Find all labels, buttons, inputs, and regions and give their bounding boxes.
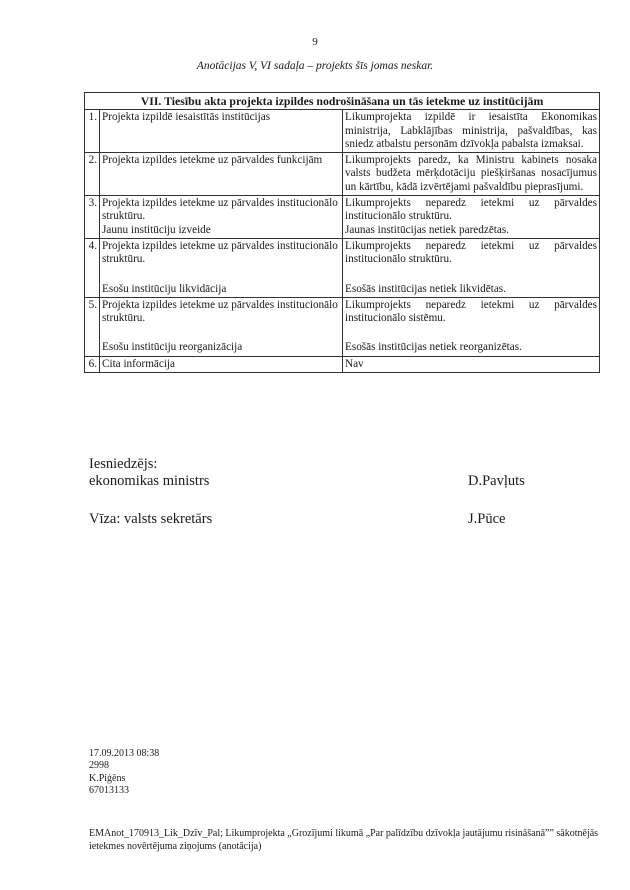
submitter-block [89,456,209,490]
row-label [100,356,343,372]
row-value-text: Likumprojekta izpildē ir iesaistīta Ekonomikas ministrija, Labklājības ministrija, pašvaldības, kas sniedz atbalstu personām dzīvokļa pabalsta izmaksai. [345,111,597,150]
row-number: 1. [85,110,100,153]
table-row [85,110,600,153]
table-row [85,297,600,356]
row-number: 3. [85,196,100,239]
meta-word-count: 2998 [89,760,109,772]
row-value-text: Nav [345,357,364,370]
institutions-table [84,92,600,373]
row-label [100,110,343,153]
table-row [85,356,600,372]
row-value [343,238,600,297]
row-value [343,196,600,239]
table-row [85,153,600,196]
document-footer: EMAnot_170913_Lik_Dzīv_Pal; Likumprojekta „Grozījumi likumā „Par palīdzību dzīvokļa jautājumu risināšanā”” sākotnējās ietekmes novērtējuma ziņojums (anotācija) [89,828,599,852]
meta-datetime: 17.09.2013 08:38 [89,748,160,759]
row-label-text: Projekta izpildes ietekme uz pārvaldes institucionālo struktūru. [102,197,338,223]
row-value-text: Likumprojekts paredz, ka Ministru kabinets nosaka valsts budžeta mērķdotāciju piešķiršanas nosacījumus un kārtību, kādā izvērtējami pašvaldību pieprasījumi. [345,154,597,193]
row-label-text: Projekta izpildes ietekme uz pārvaldes institucionālo struktūru. [102,298,338,325]
row-number: 4. [85,238,100,297]
row-value [343,110,600,153]
meta-author: K.Piģēns [89,772,126,784]
row-value-subtext: Esošās institūcijas netiek reorganizētas. [345,341,522,354]
row-value-text: Likumprojekts neparedz ietekmi uz pārvaldes institucionālo struktūru. [345,239,597,266]
row-value-text: Likumprojekts neparedz ietekmi uz pārvaldes institucionālo sistēmu. [345,298,597,325]
row-value [343,297,600,356]
row-number: 2. [85,153,100,196]
row-label [100,238,343,297]
row-value-subtext: Jaunas institūcijas netiek paredzētas. [345,223,510,236]
row-label-text: Projekta izpildes ietekme uz pārvaldes funkcijām [102,154,323,167]
row-label-subtext: Esošu institūciju reorganizācija [102,341,243,354]
meta-phone: 67013133 [89,784,129,796]
submitter-name: D.Pavļuts [468,473,525,489]
table-title: VII. Tiesību akta projekta izpildes nodrošināšana un tās ietekme uz institūcijām [85,93,600,110]
row-value-text: Likumprojekts neparedz ietekmi uz pārvaldes institucionālo struktūru. [345,197,597,223]
document-meta [89,748,159,797]
page-number: 9 [312,36,318,48]
table-title-row [85,93,600,110]
row-value [343,356,600,372]
row-label-subtext: Esošu institūciju likvidācija [102,282,227,295]
row-label-text: Projekta izpildes ietekme uz pārvaldes institucionālo struktūru. [102,239,338,266]
row-number: 5. [85,297,100,356]
visa-label: Vīza: valsts sekretārs [89,511,213,527]
row-value-subtext: Esošās institūcijas netiek likvidētas. [345,282,506,295]
row-value [343,153,600,196]
submitter-label: Iesniedzējs: [89,456,158,472]
row-label-text: Projekta izpildē iesaistītās institūcijas [102,111,271,124]
row-number: 6. [85,356,100,372]
row-label [100,153,343,196]
row-label [100,196,343,239]
section-header-note: Anotācijas V, VI sadaļa – projekts šīs jomas neskar. [196,60,434,72]
table-row [85,238,600,297]
table-row [85,196,600,239]
row-label-subtext: Jaunu institūciju izveide [102,223,211,236]
submitter-role: ekonomikas ministrs [89,473,210,489]
row-label-text: Cita informācija [102,357,176,370]
visa-name: J.Pūce [468,511,506,527]
row-label [100,297,343,356]
